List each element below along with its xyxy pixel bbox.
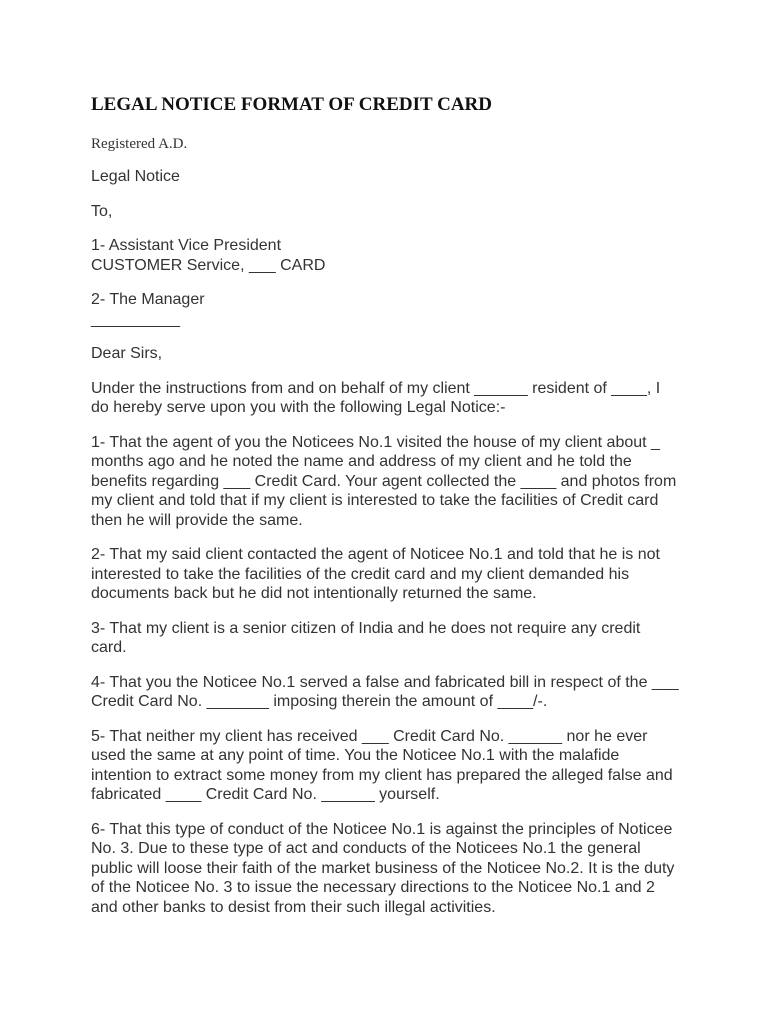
notice-point-4: 4- That you the Noticee No.1 served a false and fabricated bill in respect of the ___ Credit Card No. _______ imposing therein the amount of ____/-. [91,673,679,710]
registered-ad-label: Registered A.D. [91,136,188,152]
addressee-1 [91,236,679,275]
addressee-1-line-1: 1- Assistant Vice President [91,237,282,254]
document-title: LEGAL NOTICE FORMAT OF CREDIT CARD [91,94,492,115]
addressee-2 [91,290,679,329]
document-body [91,93,679,932]
legal-notice-heading: Legal Notice [91,168,180,185]
addressee-2-line-1: 2- The Manager [91,291,205,308]
notice-point-6: 6- That this type of conduct of the Noticee No.1 is against the principles of Noticee No. 3. Due to these type of act and conducts of the Noticees No.1 the general public will loose their faith of the market business of the Noticee No.2. It is the duty of the Noticee No. 3 to issue the necessary directions to the Noticee No.1 and 2 and other banks to desist from their such illegal activities. [91,820,675,916]
intro-paragraph: Under the instructions from and on behalf of my client ______ resident of ____, I do hereby serve upon you with the following Legal Notice:- [91,379,661,416]
notice-point-1: 1- That the agent of you the Noticees No.1 visited the house of my client about _ months ago and he noted the name and address of my client and he told the benefits regarding ___ Credit Card. Your agent collected the ____ and photos from my client and told that if my client is interested to take the facilities of Credit card then he will provide the same. [91,433,677,529]
to-line: To, [91,202,113,220]
salutation: Dear Sirs, [91,345,163,362]
notice-point-3: 3- That my client is a senior citizen of India and he does not require any credit card. [91,619,641,656]
notice-point-5: 5- That neither my client has received ___ Credit Card No. ______ nor he ever used the same at any point of time. You the Noticee No.1 with the malafide intention to extract some money from my client has prepared the alleged false and fabricated ____ Credit Card No. ______ yourself. [91,727,673,803]
addressee-1-line-2: CUSTOMER Service, ___ CARD [91,256,326,274]
addressee-2-line-2: __________ [91,310,180,328]
notice-point-2: 2- That my said client contacted the agent of Noticee No.1 and told that he is not interested to take the facilities of the credit card and my client demanded his documents back but he did not intentionally returned the same. [91,546,660,602]
